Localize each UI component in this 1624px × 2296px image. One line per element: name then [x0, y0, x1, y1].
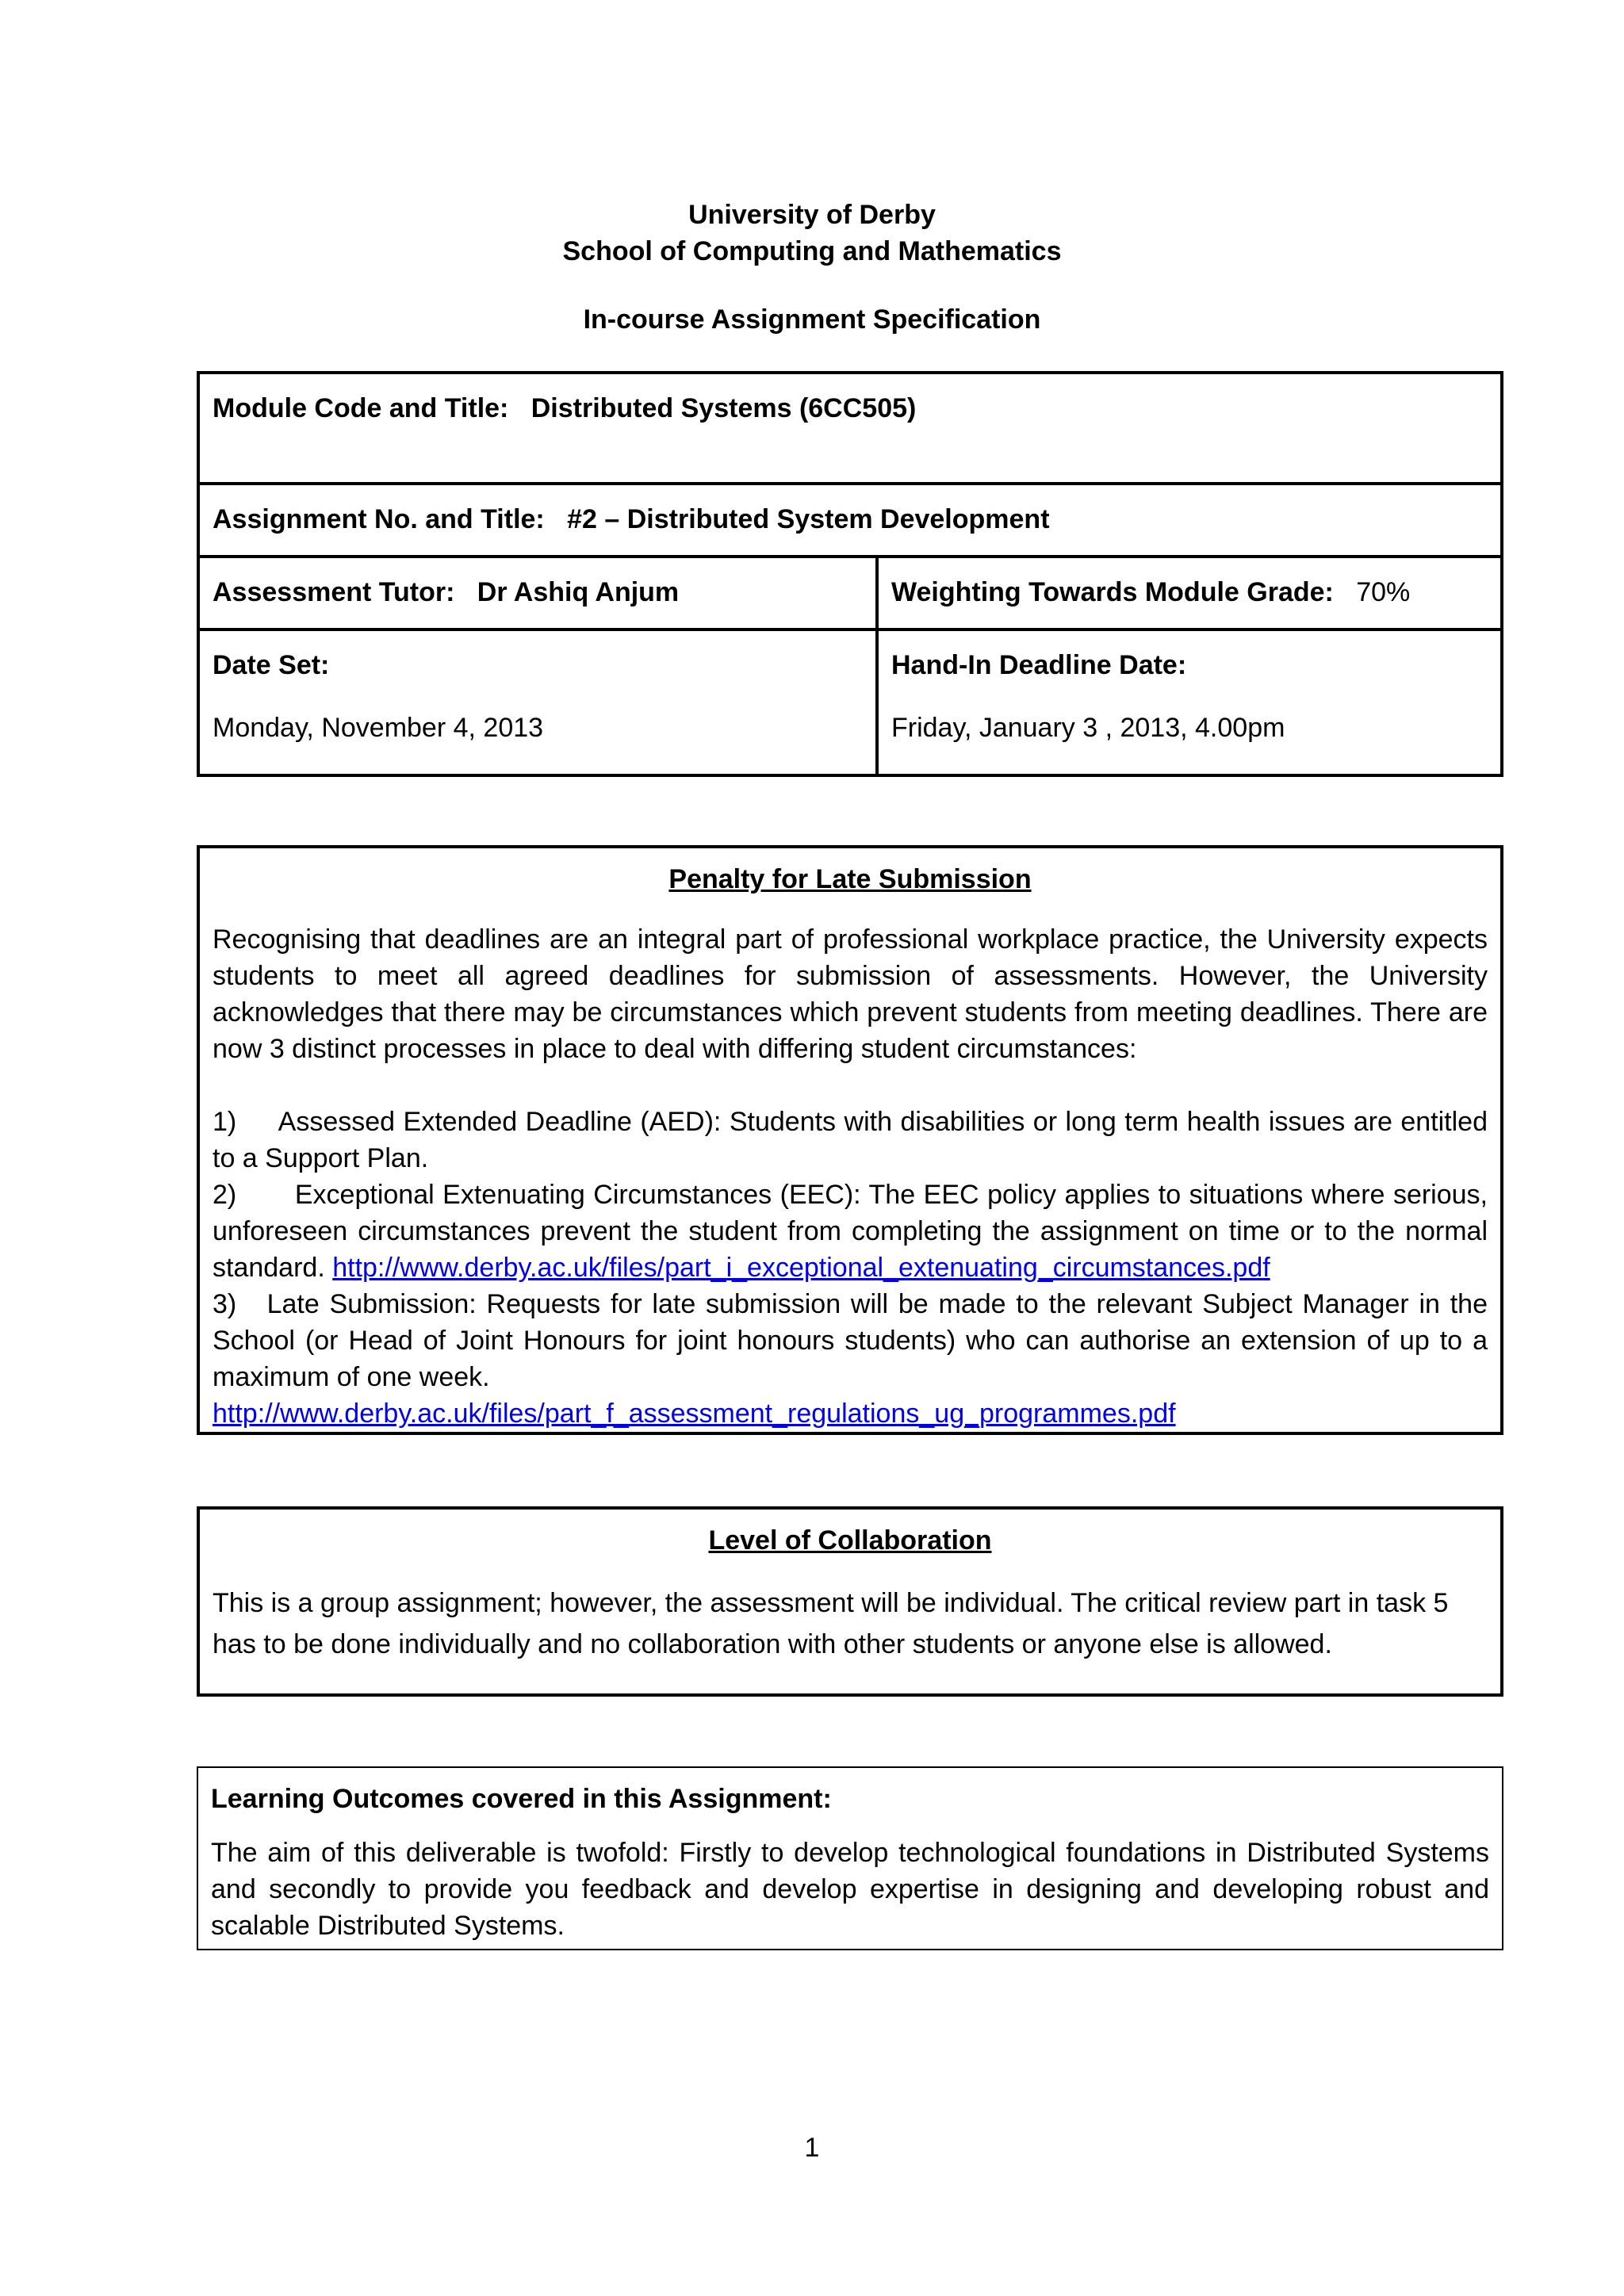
university-name: University of Derby	[688, 200, 936, 230]
date-set-value: Monday, November 4, 2013	[213, 713, 544, 743]
deadline-label: Hand-In Deadline Date:	[891, 650, 1187, 680]
assignment-row	[200, 485, 1500, 558]
dates-row	[200, 631, 1500, 774]
assignment-label: Assignment No. and Title:	[213, 504, 545, 534]
learning-outcomes-text: The aim of this deliverable is twofold: Firstly to develop technological foundations in Distributed Systems and secondly to provide you feedback and develop expertise in designing and developing robust and scalable Distributed Systems.	[211, 1838, 1489, 1941]
weighting-value: 70%	[1356, 577, 1411, 607]
collaboration-title: Level of Collaboration	[708, 1525, 992, 1556]
late-submission-list	[213, 1104, 1488, 1432]
tutor-label: Assessment Tutor:	[213, 577, 455, 607]
list-item-eec	[213, 1177, 1488, 1286]
module-label: Module Code and Title:	[213, 393, 509, 423]
late-submission-intro: Recognising that deadlines are an integral part of professional workplace practice, the University expects students to meet all agreed deadlines for submission of assessments. However, the University acknowledges that there may be circumstances which prevent students from meeting deadlines. There are now 3 distinct processes in place to deal with differing student circumstances:	[213, 924, 1488, 1064]
assessment-regulations-link[interactable]: http://www.derby.ac.uk/files/part_f_assessment_regulations_ug_programmes.pdf	[213, 1399, 1176, 1429]
module-info-table	[197, 371, 1503, 777]
late-submission-title: Penalty for Late Submission	[668, 864, 1032, 894]
deadline-value: Friday, January 3 , 2013, 4.00pm	[891, 713, 1285, 743]
school-name: School of Computing and Mathematics	[562, 236, 1062, 266]
list-item-eec-text: 2) Exceptional Extenuating Circumstances (EEC): The EEC policy applies to situations where serious, unforeseen circumstances prevent the student from completing the assignment on time or to the normal standard.	[213, 1180, 1488, 1283]
collaboration-panel	[197, 1506, 1503, 1697]
tutor-value: Dr Ashiq Anjum	[477, 577, 680, 607]
list-item-late: 3) Late Submission: Requests for late submission will be made to the relevant Subject Manager in the School (or Head of Joint Honours for joint honours students) who can authorise an extension of up to a maximum of one week.	[213, 1289, 1488, 1392]
date-set-label: Date Set:	[213, 650, 330, 680]
document-header	[0, 197, 1624, 338]
list-item-aed: 1) Assessed Extended Deadline (AED): Students with disabilities or long term health issues are entitled to a Support Plan.	[213, 1107, 1488, 1173]
page-number: 1	[804, 2133, 820, 2163]
tutor-weighting-row	[200, 558, 1500, 631]
module-value: Distributed Systems (6CC505)	[530, 393, 917, 423]
module-row	[200, 374, 1500, 485]
eec-policy-link[interactable]: http://www.derby.ac.uk/files/part_i_exceptional_extenuating_circumstances.pdf	[332, 1253, 1270, 1283]
weighting-label: Weighting Towards Module Grade:	[891, 577, 1334, 607]
collaboration-text: This is a group assignment; however, the assessment will be individual. The critical review part in task 5 has to be done individually and no collaboration with other students or anyone else is allowed.	[213, 1588, 1449, 1659]
learning-outcomes-title: Learning Outcomes covered in this Assignment:	[211, 1784, 832, 1814]
learning-outcomes-panel	[197, 1766, 1503, 1950]
assignment-value: #2 – Distributed System Development	[567, 504, 1050, 534]
spec-title: In-course Assignment Specification	[583, 304, 1041, 335]
late-submission-panel	[197, 845, 1503, 1435]
